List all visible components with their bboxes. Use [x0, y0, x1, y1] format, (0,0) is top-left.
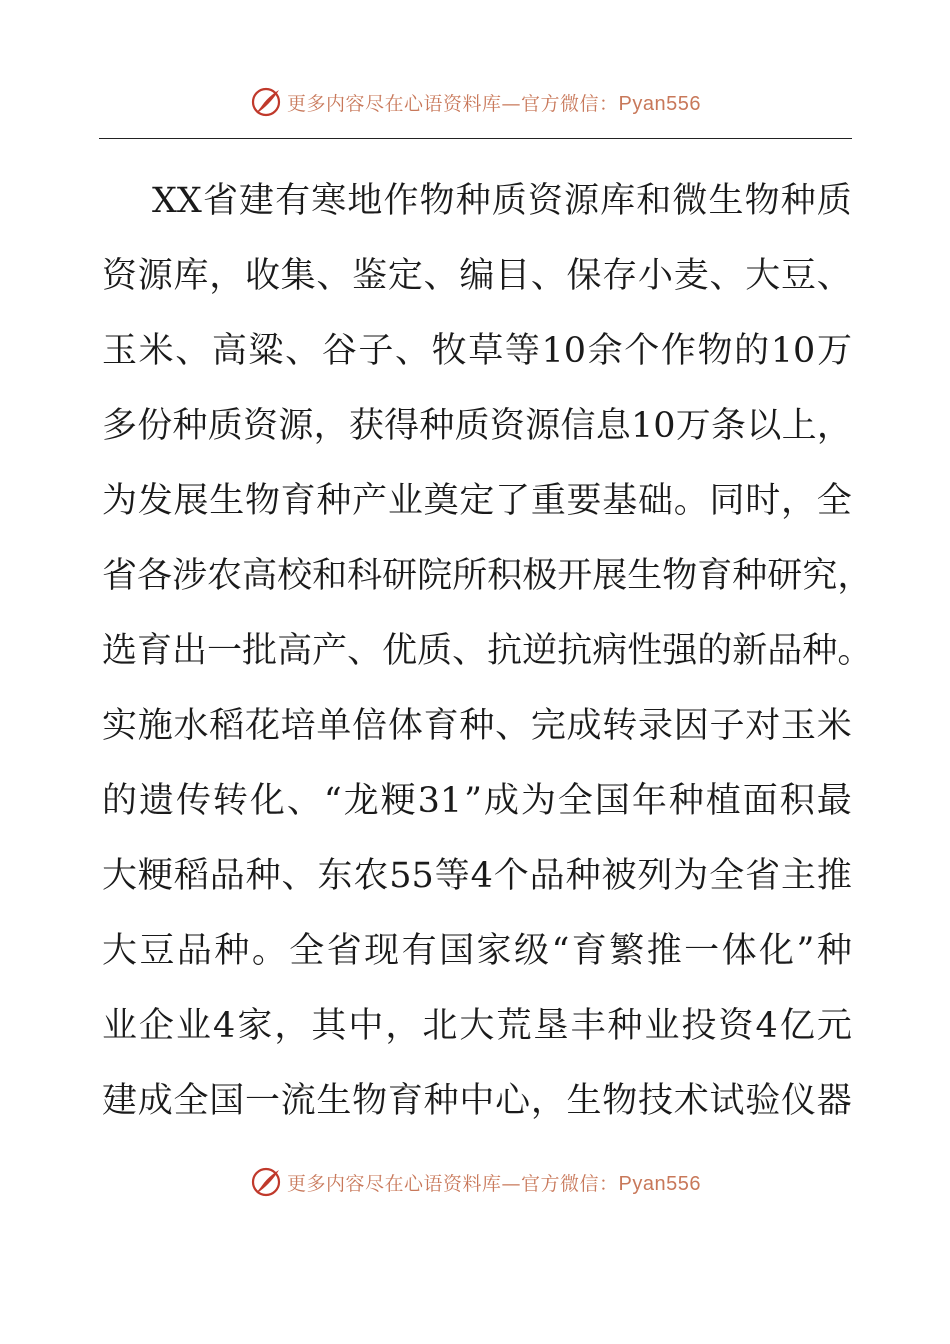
document-body — [102, 164, 873, 1139]
text-line: XX 省 建 有 寒 地 作 物 种 质 资 源 库 和 微 生 物 种 质 — [152, 181, 852, 221]
header-divider — [99, 138, 852, 139]
text-line: 省 各 涉 农 高 校 和 科 研 院 所 积 极 开 展 生 物 育 种 研 究 ， — [102, 556, 873, 596]
header-banner — [0, 84, 950, 120]
banner-text: 更多内容尽在心语资料库—官方微信：Pyan556 — [287, 92, 701, 115]
text-line: 的 遗 传 转 化 、 “ 龙 粳 31 ” 成 为 全 国 年 种 植 面 积 最 — [102, 781, 852, 821]
text-line: 建 成 全 国 一 流 生 物 育 种 中 心 ， 生 物 技 术 试 验 仪 器 — [102, 1081, 852, 1121]
wechat-id: Pyan556 — [618, 1172, 701, 1195]
quill-logo-icon — [249, 85, 283, 119]
quill-logo-icon — [249, 1165, 283, 1199]
text-line: 选 育 出 一 批 高 产 、 优 质 、 抗 逆 抗 病 性 强 的 新 品 种 。 — [102, 631, 873, 671]
text-line: 多 份 种 质 资 源 ， 获 得 种 质 资 源 信 息 10 万 条 以 上 ， — [102, 406, 852, 446]
text-line: 实 施 水 稻 花 培 单 倍 体 育 种 、 完 成 转 录 因 子 对 玉 米 — [102, 706, 852, 746]
text-line: 玉 米 、 高 粱 、 谷 子 、 牧 草 等 10 余 个 作 物 的 10 万 — [102, 331, 852, 371]
wechat-id: Pyan556 — [618, 92, 701, 115]
text-line: 大 粳 稻 品 种 、 东 农 55 等 4 个 品 种 被 列 为 全 省 主 推 — [102, 856, 852, 896]
banner-text: 更多内容尽在心语资料库—官方微信：Pyan556 — [287, 1172, 701, 1195]
text-line: 为 发 展 生 物 育 种 产 业 奠 定 了 重 要 基 础 。 同 时 ， 全 — [102, 481, 852, 521]
text-line: 大 豆 品 种 。 全 省 现 有 国 家 级 “ 育 繁 推 一 体 化 ” 种 — [102, 931, 852, 971]
footer-banner — [0, 1164, 950, 1200]
text-line: 资 源 库 ， 收 集 、 鉴 定 、 编 目 、 保 存 小 麦 、 大 豆 、 — [102, 256, 852, 296]
text-line: 业 企 业 4 家 ， 其 中 ， 北 大 荒 垦 丰 种 业 投 资 4 亿 元 — [102, 1006, 852, 1046]
